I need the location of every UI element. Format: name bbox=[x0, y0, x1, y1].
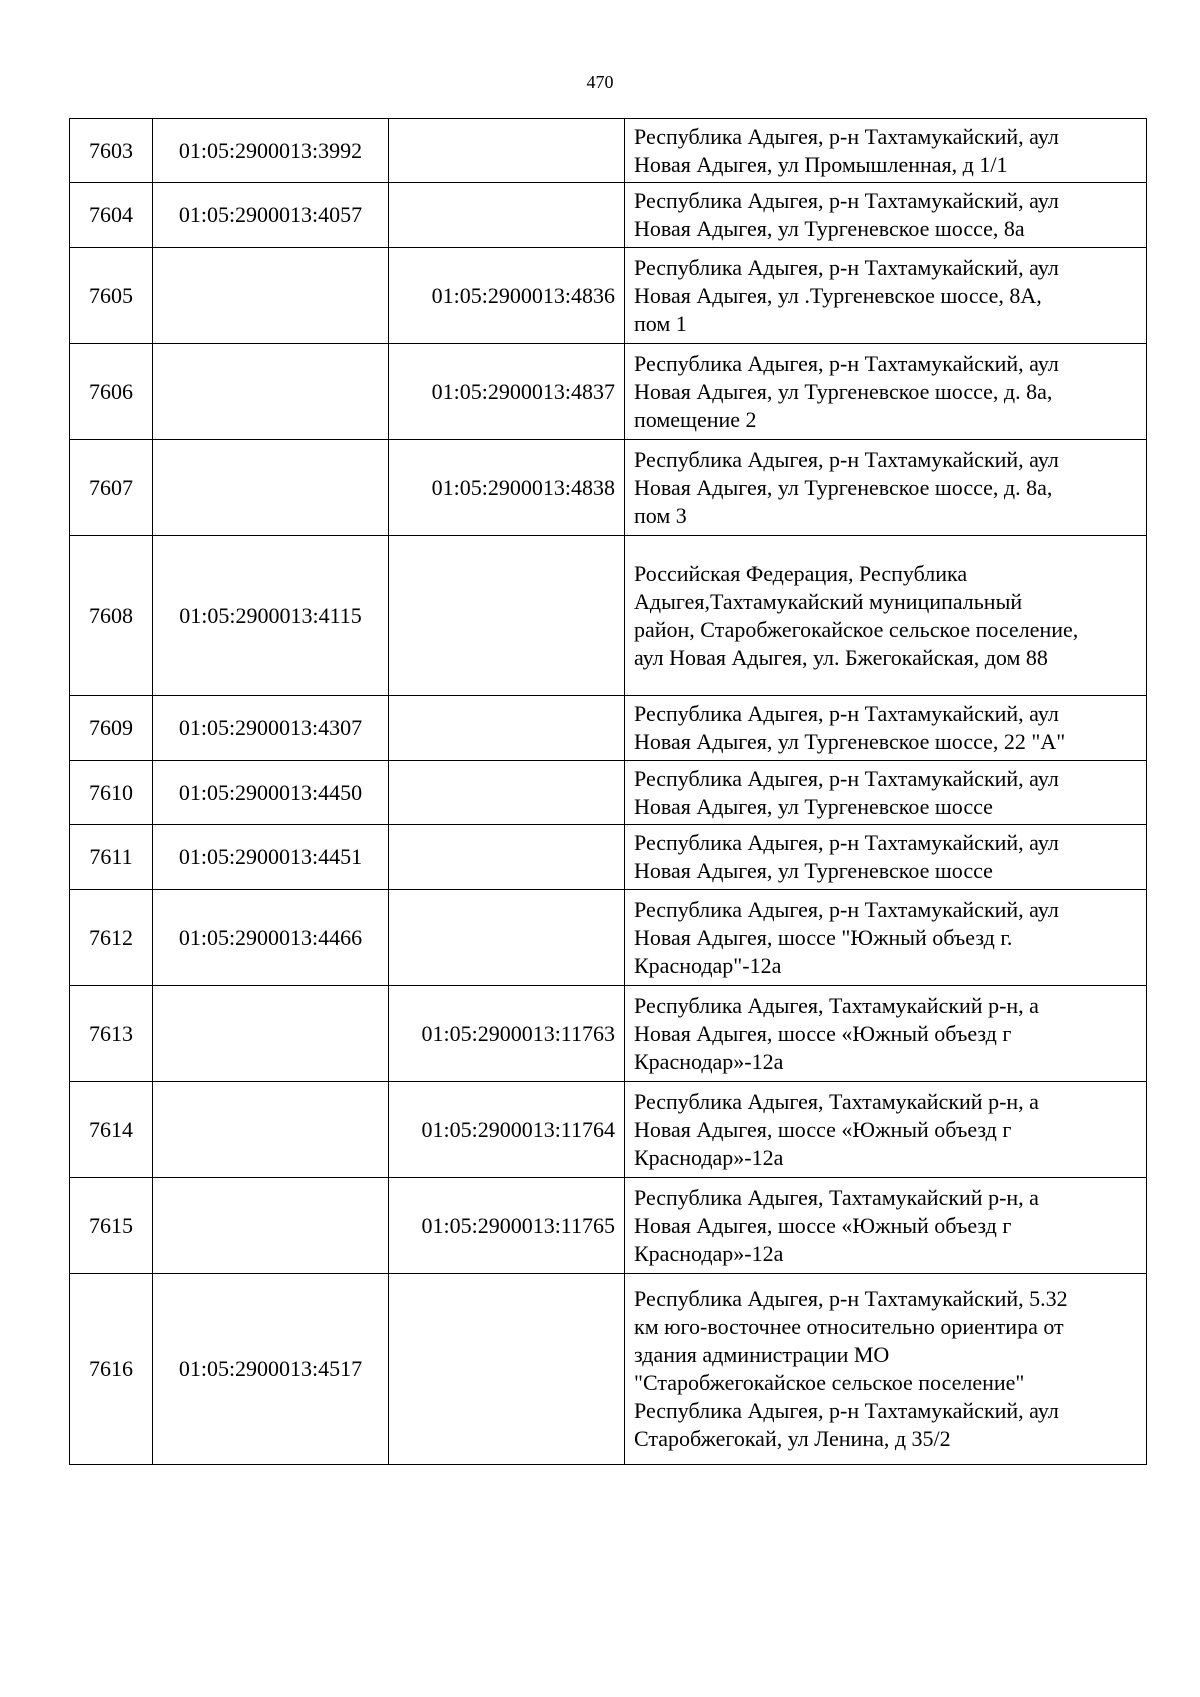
land-cadastral-number bbox=[153, 344, 389, 440]
land-cadastral-number: 01:05:2900013:3992 bbox=[153, 119, 389, 183]
address-cell bbox=[625, 1082, 1147, 1178]
address-cell bbox=[625, 344, 1147, 440]
address-text: Республика Адыгея, р-н Тахтамукайский, аул Новая Адыгея, ул Тургеневское шоссе, д. 8а, помещение 2 bbox=[634, 350, 1059, 432]
table-row bbox=[70, 1274, 1147, 1465]
row-number: 7603 bbox=[70, 119, 153, 183]
row-number: 7610 bbox=[70, 761, 153, 825]
table-row bbox=[70, 248, 1147, 344]
building-cadastral-number: 01:05:2900013:4837 bbox=[389, 344, 625, 440]
row-number: 7614 bbox=[70, 1082, 153, 1178]
table-row bbox=[70, 761, 1147, 825]
address-cell bbox=[625, 761, 1147, 825]
address-cell bbox=[625, 536, 1147, 696]
row-number: 7608 bbox=[70, 536, 153, 696]
land-cadastral-number bbox=[153, 440, 389, 536]
building-cadastral-number: 01:05:2900013:4836 bbox=[389, 248, 625, 344]
row-number: 7611 bbox=[70, 825, 153, 890]
building-cadastral-number bbox=[389, 119, 625, 183]
land-cadastral-number bbox=[153, 1178, 389, 1274]
table-row bbox=[70, 696, 1147, 761]
address-text: Республика Адыгея, Тахтамукайский р-н, а Новая Адыгея, шоссе «Южный объезд г Краснодар»-12а bbox=[634, 1088, 1039, 1170]
row-number: 7615 bbox=[70, 1178, 153, 1274]
land-cadastral-number: 01:05:2900013:4466 bbox=[153, 890, 389, 986]
address-text: Республика Адыгея, Тахтамукайский р-н, а Новая Адыгея, шоссе «Южный объезд г Краснодар»-12а bbox=[634, 1184, 1039, 1266]
table-row bbox=[70, 890, 1147, 986]
row-number: 7605 bbox=[70, 248, 153, 344]
building-cadastral-number: 01:05:2900013:11764 bbox=[389, 1082, 625, 1178]
address-text: Республика Адыгея, р-н Тахтамукайский, аул Новая Адыгея, ул Тургеневское шоссе, 8а bbox=[634, 188, 1059, 241]
address-text: Республика Адыгея, р-н Тахтамукайский, аул Новая Адыгея, шоссе "Южный объезд г. Краснодар"-12а bbox=[634, 896, 1059, 978]
address-cell bbox=[625, 1274, 1147, 1465]
table-row bbox=[70, 1082, 1147, 1178]
table-row bbox=[70, 344, 1147, 440]
address-cell bbox=[625, 183, 1147, 248]
building-cadastral-number bbox=[389, 825, 625, 890]
address-text: Республика Адыгея, р-н Тахтамукайский, аул Новая Адыгея, ул .Тургеневское шоссе, 8А, пом 1 bbox=[634, 254, 1059, 336]
page-number: 470 bbox=[586, 72, 614, 92]
building-cadastral-number: 01:05:2900013:11765 bbox=[389, 1178, 625, 1274]
building-cadastral-number bbox=[389, 1274, 625, 1465]
address-cell bbox=[625, 1178, 1147, 1274]
row-number: 7604 bbox=[70, 183, 153, 248]
land-cadastral-number: 01:05:2900013:4307 bbox=[153, 696, 389, 761]
land-cadastral-number: 01:05:2900013:4057 bbox=[153, 183, 389, 248]
land-cadastral-number bbox=[153, 986, 389, 1082]
row-number: 7616 bbox=[70, 1274, 153, 1465]
table-row bbox=[70, 536, 1147, 696]
building-cadastral-number: 01:05:2900013:4838 bbox=[389, 440, 625, 536]
row-number: 7606 bbox=[70, 344, 153, 440]
table-row bbox=[70, 440, 1147, 536]
table-row bbox=[70, 986, 1147, 1082]
address-text: Республика Адыгея, р-н Тахтамукайский, аул Новая Адыгея, ул Тургеневское шоссе, 22 "А" bbox=[634, 701, 1066, 754]
land-cadastral-number: 01:05:2900013:4517 bbox=[153, 1274, 389, 1465]
land-cadastral-number: 01:05:2900013:4115 bbox=[153, 536, 389, 696]
address-cell bbox=[625, 440, 1147, 536]
land-cadastral-number: 01:05:2900013:4450 bbox=[153, 761, 389, 825]
registry-table-body bbox=[70, 119, 1147, 1465]
address-text: Республика Адыгея, р-н Тахтамукайский, аул Новая Адыгея, ул Тургеневское шоссе bbox=[634, 830, 1059, 883]
address-text: Республика Адыгея, р-н Тахтамукайский, аул Новая Адыгея, ул Тургеневское шоссе bbox=[634, 765, 1059, 819]
row-number: 7609 bbox=[70, 696, 153, 761]
address-cell bbox=[625, 986, 1147, 1082]
address-text: Республика Адыгея, р-н Тахтамукайский, аул Новая Адыгея, ул Тургеневское шоссе, д. 8а, пом 3 bbox=[634, 446, 1059, 528]
address-cell bbox=[625, 696, 1147, 761]
building-cadastral-number bbox=[389, 183, 625, 248]
address-text: Республика Адыгея, Тахтамукайский р-н, а Новая Адыгея, шоссе «Южный объезд г Краснодар»-12а bbox=[634, 992, 1039, 1074]
building-cadastral-number: 01:05:2900013:11763 bbox=[389, 986, 625, 1082]
row-number: 7612 bbox=[70, 890, 153, 986]
address-text: Республика Адыгея, р-н Тахтамукайский, 5.32 км юго-восточнее относительно ориентира от здания администрации МО "Старобжегокайское сельское поселение" Республика Адыгея, р-н Тахтамукайский, аул Старобжегокай, ул Ленина, д 35/2 bbox=[634, 1286, 1068, 1451]
address-cell bbox=[625, 890, 1147, 986]
row-number: 7613 bbox=[70, 986, 153, 1082]
table-row bbox=[70, 825, 1147, 890]
building-cadastral-number bbox=[389, 696, 625, 761]
building-cadastral-number bbox=[389, 536, 625, 696]
address-cell bbox=[625, 825, 1147, 890]
address-text: Российская Федерация, Республика Адыгея,Тахтамукайский муниципальный район, Старобжегокайское сельское поселение, аул Новая Адыгея, ул. Бжегокайская, дом 88 bbox=[634, 560, 1079, 670]
table-row bbox=[70, 183, 1147, 248]
table-row bbox=[70, 119, 1147, 183]
table-row bbox=[70, 1178, 1147, 1274]
building-cadastral-number bbox=[389, 890, 625, 986]
land-cadastral-number bbox=[153, 248, 389, 344]
registry-table bbox=[69, 118, 1147, 1465]
building-cadastral-number bbox=[389, 761, 625, 825]
row-number: 7607 bbox=[70, 440, 153, 536]
land-cadastral-number: 01:05:2900013:4451 bbox=[153, 825, 389, 890]
land-cadastral-number bbox=[153, 1082, 389, 1178]
address-cell bbox=[625, 248, 1147, 344]
address-text: Республика Адыгея, р-н Тахтамукайский, аул Новая Адыгея, ул Промышленная, д 1/1 bbox=[634, 123, 1059, 177]
address-cell bbox=[625, 119, 1147, 183]
